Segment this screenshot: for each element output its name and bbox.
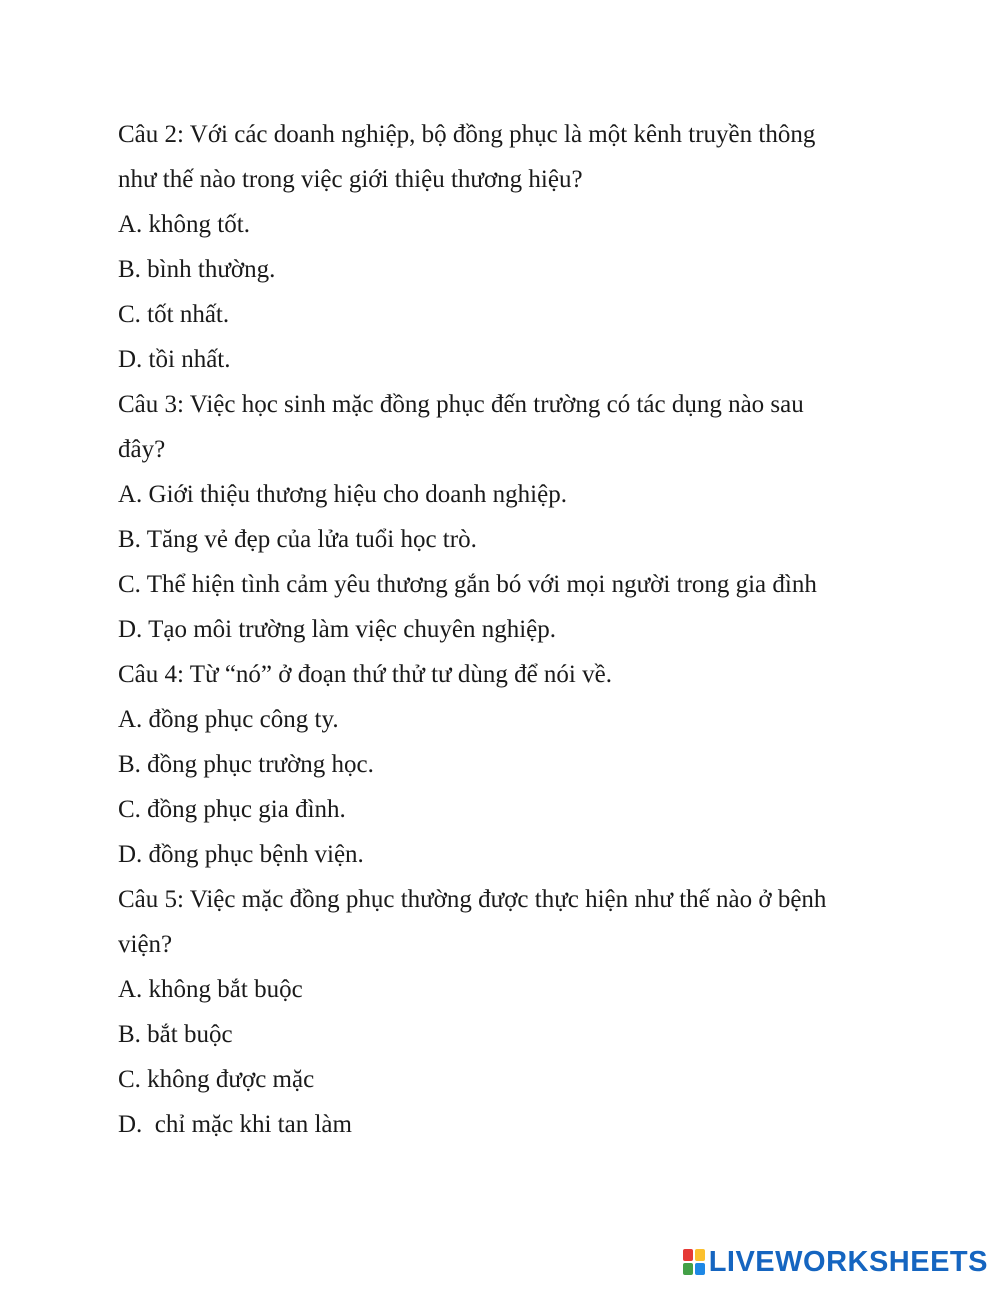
- question-3: [118, 382, 878, 652]
- liveworksheets-logo: [683, 1246, 988, 1278]
- question-5-option-d: D. chỉ mặc khi tan làm: [118, 1111, 352, 1138]
- question-4-option-a: A. đồng phục công ty.: [118, 706, 339, 733]
- liveworksheets-logo-text: LIVEWORKSHEETS: [708, 1245, 988, 1278]
- question-2-text-line-2: như thế nào trong việc giới thiệu thương hiệu?: [118, 166, 583, 193]
- question-4-option-b: B. đồng phục trường học.: [118, 751, 374, 778]
- question-2-text-line-1: Câu 2: Với các doanh nghiệp, bộ đồng phục là một kênh truyền thông: [118, 121, 816, 148]
- question-2: [118, 112, 878, 382]
- question-5-text-line-1: Câu 5: Việc mặc đồng phục thường được thực hiện như thế nào ở bệnh: [118, 886, 827, 913]
- question-2-option-c: C. tốt nhất.: [118, 301, 230, 328]
- question-4-option-c: C. đồng phục gia đình.: [118, 796, 346, 823]
- question-4-option-d: D. đồng phục bệnh viện.: [118, 841, 364, 868]
- question-2-option-d: D. tồi nhất.: [118, 346, 231, 373]
- question-5-option-a: A. không bắt buộc: [118, 976, 303, 1003]
- worksheet-content: [118, 112, 878, 1147]
- question-3-option-b: B. Tăng vẻ đẹp của lửa tuổi học trò.: [118, 526, 477, 553]
- liveworksheets-logo-icon: [683, 1249, 705, 1275]
- question-5-text-line-2: viện?: [118, 931, 173, 958]
- question-5-option-c: C. không được mặc: [118, 1066, 315, 1093]
- question-3-option-a: A. Giới thiệu thương hiệu cho doanh nghiệp.: [118, 481, 567, 508]
- question-3-option-d: D. Tạo môi trường làm việc chuyên nghiệp.: [118, 616, 557, 643]
- question-3-option-c: C. Thể hiện tình cảm yêu thương gắn bó với mọi người trong gia đình: [118, 571, 817, 598]
- question-4: [118, 652, 878, 877]
- question-5-option-b: B. bắt buộc: [118, 1021, 233, 1048]
- question-5: [118, 877, 878, 1147]
- question-2-option-b: B. bình thường.: [118, 256, 276, 283]
- question-3-text-line-2: đây?: [118, 436, 166, 463]
- question-3-text-line-1: Câu 3: Việc học sinh mặc đồng phục đến trường có tác dụng nào sau: [118, 391, 804, 418]
- question-4-text-line-1: Câu 4: Từ “nó” ở đoạn thứ thử tư dùng để nói về.: [118, 661, 612, 688]
- question-2-option-a: A. không tốt.: [118, 211, 250, 238]
